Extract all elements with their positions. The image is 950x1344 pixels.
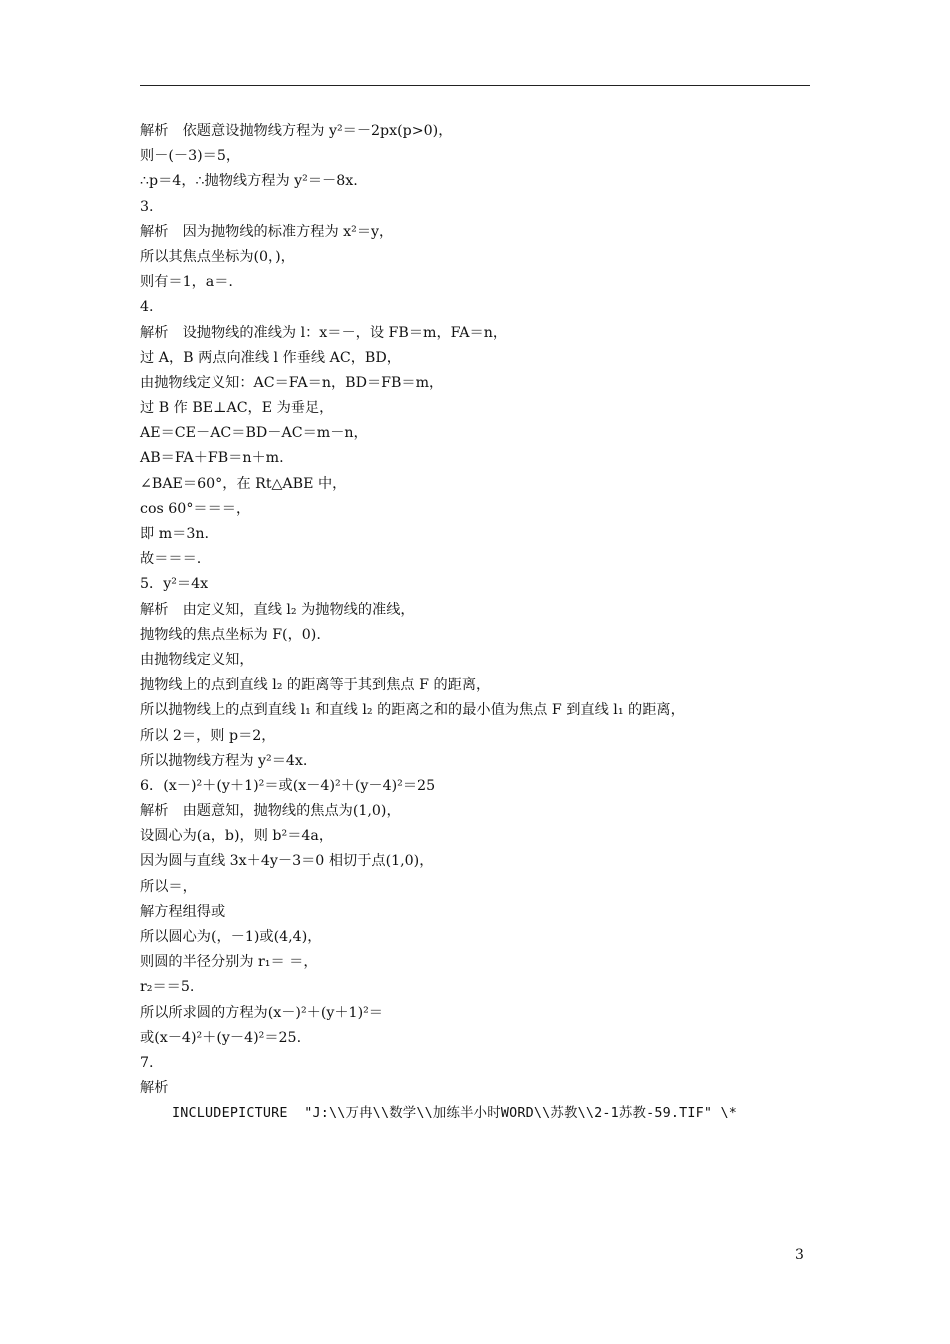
text-line: 因为圆与直线 3x＋4y－3＝0 相切于点(1,0)， xyxy=(140,853,434,870)
text-line: 故＝＝＝. xyxy=(140,551,202,568)
field-code-line: INCLUDEPICTURE "J:\\万冉\\数学\\加练半小时WORD\\苏教\\2-1苏教-59.TIF" \* xyxy=(172,1106,737,1122)
text-line: 即 m＝3n. xyxy=(140,526,210,542)
text-line: 则圆的半径分别为 r₁＝ ＝， xyxy=(140,954,318,971)
text-line: 所以圆心为(，－1)或(4,4)， xyxy=(140,929,322,945)
page-number: 3 xyxy=(795,1247,804,1263)
text-line: 解析 设抛物线的准线为 l：x＝－，设 FB＝m，FA＝n， xyxy=(140,324,508,341)
text-line: 解方程组得或 xyxy=(140,903,226,920)
text-line: 所以所求圆的方程为(x－)²＋(y＋1)²＝ xyxy=(140,1004,383,1021)
text-line: 抛物线上的点到直线 l₂ 的距离等于其到焦点 F 的距离， xyxy=(140,677,491,694)
text-line: 解析 因为抛物线的标准方程为 x²＝y， xyxy=(140,223,394,240)
text-line: 解析 由定义知，直线 l₂ 为抛物线的准线， xyxy=(140,601,415,618)
text-line: r₂＝＝5. xyxy=(140,979,195,996)
text-line: 所以抛物线方程为 y²＝4x. xyxy=(140,752,308,769)
text-line: 6．(x－)²＋(y＋1)²＝或(x－4)²＋(y－4)²＝25 xyxy=(140,777,436,794)
text-line: 设圆心为(a，b)，则 b²＝4a， xyxy=(140,828,334,845)
text-line: 则有＝1，a＝. xyxy=(140,274,233,291)
header-rule xyxy=(140,85,810,86)
text-line: 5．y²＝4x xyxy=(140,576,209,593)
text-line: AB＝FA＋FB＝n＋m. xyxy=(140,450,284,467)
text-line: 所以＝， xyxy=(140,878,197,895)
text-line: 4. xyxy=(140,299,154,316)
text-line: 过 A，B 两点向准线 l 作垂线 AC，BD， xyxy=(140,349,401,366)
text-line: 解析 xyxy=(140,1080,169,1097)
text-line: 3. xyxy=(140,198,154,215)
text-line: 解析 由题意知，抛物线的焦点为(1,0)， xyxy=(140,803,401,820)
text-line: 或(x－4)²＋(y－4)²＝25. xyxy=(140,1029,302,1046)
text-line: AE＝CE－AC＝BD－AC＝m－n， xyxy=(140,425,368,442)
text-line: 所以抛物线上的点到直线 l₁ 和直线 l₂ 的距离之和的最小值为焦点 F 到直线 l₁ 的距离， xyxy=(140,702,685,719)
text-line: ∠BAE＝60°，在 Rt△ABE 中， xyxy=(140,475,347,492)
text-line: cos 60°＝＝＝， xyxy=(140,500,251,517)
text-line: 则－(－3)＝5， xyxy=(140,148,241,165)
text-line: 解析 依题意设抛物线方程为 y²＝－2px(p>0)， xyxy=(140,123,453,139)
document-body xyxy=(140,119,820,1127)
text-line: 抛物线的焦点坐标为 F(，0). xyxy=(140,626,321,643)
text-line: 由抛物线定义知， xyxy=(140,651,254,668)
text-line: 过 B 作 BE⊥AC，E 为垂足， xyxy=(140,400,334,417)
text-line: 所以其焦点坐标为(0，)， xyxy=(140,248,295,265)
text-line: 7. xyxy=(140,1054,154,1071)
text-line: 由抛物线定义知：AC＝FA＝n，BD＝FB＝m， xyxy=(140,374,444,391)
text-line: 所以 2＝，则 p＝2， xyxy=(140,727,276,744)
text-line: ∴p＝4，∴抛物线方程为 y²＝－8x. xyxy=(140,173,358,190)
